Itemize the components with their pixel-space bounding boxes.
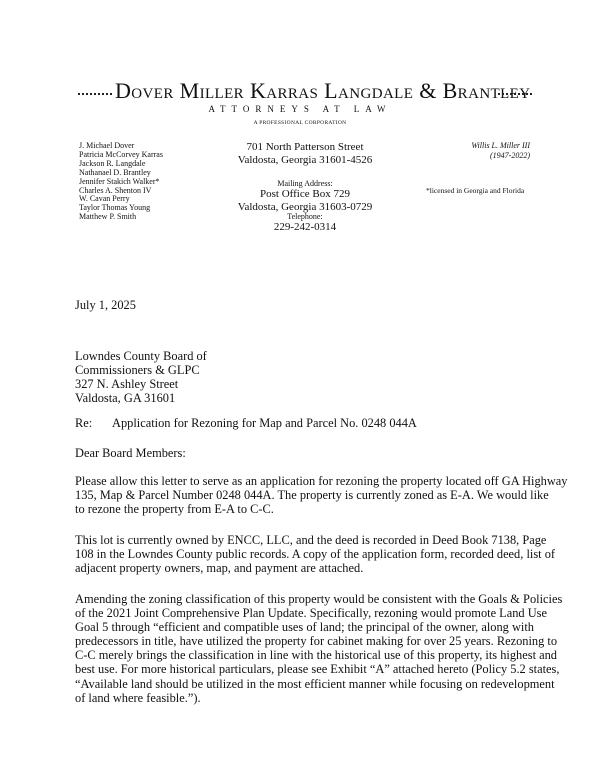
firm-name: Dover Miller Karras Langdale & Brantley [115, 78, 531, 103]
paragraph-1 [75, 474, 568, 517]
paragraph-line: of the 2021 Joint Comprehensive Plan Update. Specifically, rezoning would promote Land Use [75, 606, 547, 621]
recipient-line: Valdosta, GA 31601 [75, 391, 176, 406]
memorial-note [471, 141, 530, 160]
paragraph-line: Amending the zoning classification of this property would be consistent with the Goals & Policies [75, 592, 563, 606]
recipient-line: Lowndes County Board of [75, 349, 207, 363]
memorial-years: (1947-2022) [490, 150, 530, 160]
paragraph-line: to rezone the property from E-A to C-C. [75, 502, 274, 517]
telephone-number: 229-242-0314 [273, 221, 337, 233]
attorney-name: J. Michael Dover [79, 141, 135, 150]
paragraph-line: best use. For more historical particulars, please see Exhibit “A” attached hereto (Policy 5.2 states, [75, 662, 560, 677]
paragraph-line: 108 in the Lowndes County public records. A copy of the application form, recorded deed, list of [75, 547, 556, 562]
street-address [200, 141, 410, 167]
attorney-list [79, 142, 163, 222]
memorial-name: Willis L. Miller III [471, 141, 530, 150]
telephone-label: Telephone: [287, 212, 323, 221]
attorney-name: Jackson R. Langdale [79, 158, 146, 168]
street-line-2: Valdosta, Georgia 31601-4526 [237, 154, 373, 166]
paragraph-line: C-C merely brings the classification in line with the historical use of this property, its highest and [75, 648, 557, 663]
salutation: Dear Board Members: [75, 446, 186, 460]
paragraph-line: of land where feasible.”). [75, 690, 201, 705]
paragraph-line: 135, Map & Parcel Number 0248 044A. The property is currently zoned as E-A. We would like [75, 488, 549, 503]
attorney-name: Matthew P. Smith [79, 212, 137, 222]
paragraph-line: Goal 5 through “efficient and compatible uses of land; the principal of the owner, along with [75, 620, 534, 635]
paragraph-line: “Available land should be utilized in the most efficient manner while focusing on redevelopment [75, 676, 555, 691]
corporation-note: A PROFESSIONAL CORPORATION [253, 120, 347, 126]
letterhead-title-row [0, 78, 600, 104]
paragraph-line: adjacent property owners, map, and payment are attached. [75, 561, 364, 576]
recipient-address [75, 349, 207, 405]
re-subject: Application for Rezoning for Map and Parcel No. 0248 044A [112, 416, 417, 430]
attorney-name: Charles A. Shenton IV [79, 185, 152, 195]
recipient-line: 327 N. Ashley Street [75, 377, 179, 392]
attorney-name: W. Cavan Perry [79, 194, 130, 204]
paragraph-line: Please allow this letter to serve as an application for rezoning the property located off GA Highway [75, 474, 568, 488]
recipient-line: Commissioners & GLPC [75, 363, 200, 378]
mailing-address [200, 188, 410, 213]
mailing-label: Mailing Address: [277, 179, 333, 188]
attorney-name: Nathanael D. Brantley [79, 167, 151, 177]
mailing-line-1: Post Office Box 729 [260, 188, 350, 200]
paragraph-line: This lot is currently owned by ENCC, LLC, and the deed is recorded in Deed Book 7138, Page [75, 533, 547, 547]
street-line-1: 701 North Patterson Street [246, 141, 364, 153]
attorney-name: Patricia McCorvey Karras [79, 149, 163, 159]
attorney-name: Jennifer Stakich Walker* [79, 176, 160, 186]
paragraph-line: predecessors in title, have utilized the property for cabinet making for over 25 years. Rezoning to [75, 634, 558, 649]
attorney-name: Taylor Thomas Young [79, 203, 151, 213]
left-dotted-rule [78, 93, 112, 95]
license-note: *licensed in Georgia and Florida [426, 186, 525, 195]
paragraph-3 [75, 592, 563, 705]
paragraph-2 [75, 533, 556, 576]
letter-date: July 1, 2025 [75, 298, 136, 312]
re-label: Re: [75, 416, 93, 430]
right-dotted-rule [498, 93, 532, 95]
firm-subtitle: ATTORNEYS AT LAW [208, 104, 392, 114]
mailing-line-2: Valdosta, Georgia 31603-0729 [237, 200, 373, 213]
